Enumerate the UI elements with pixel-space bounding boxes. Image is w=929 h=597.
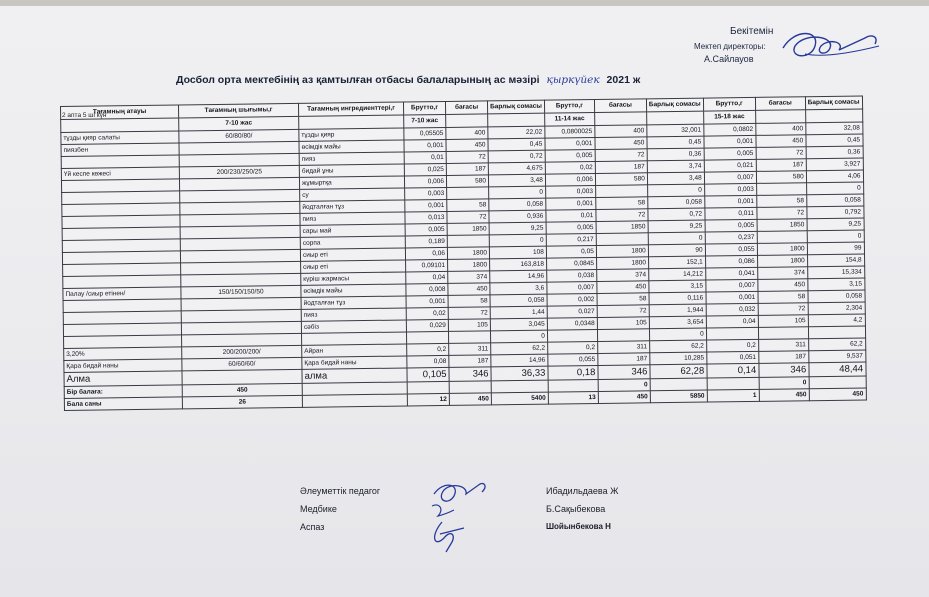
cell-gross-15-18: 0,055: [705, 243, 757, 256]
header-cell-gross-7-10: 7-10 жас: [404, 114, 446, 128]
cell-total-11-14: 62,2: [649, 340, 706, 353]
cell-price-15-18: 105: [758, 315, 808, 328]
cell-total-15-18: 0,058: [806, 194, 863, 207]
cell-ingredient: өсімдік майы: [301, 284, 406, 297]
cell-gross-11-14: 0,02: [545, 162, 595, 175]
cell-price-7-10: 450: [448, 283, 490, 296]
cell-price-11-14: 1800: [596, 245, 648, 258]
footer-role-3: Аспаз: [300, 522, 325, 532]
cell-gross-11-14: 0,003: [545, 185, 595, 198]
cell-total-15-18: 62,2: [808, 338, 865, 351]
cell-price-11-14: [596, 233, 648, 246]
cell-price-7-10: 450: [449, 393, 491, 406]
page-title: [176, 74, 640, 86]
header-cell-total-7-10: [488, 113, 545, 127]
cell-price-7-10: 58: [448, 295, 490, 308]
cell-gross-11-14: 0,002: [547, 293, 597, 306]
cell-gross-7-10: 0,09101: [406, 259, 448, 272]
cell-gross-7-10: 0,008: [406, 283, 448, 296]
cell-yield: 450: [182, 383, 302, 397]
cell-gross-11-14: [548, 379, 598, 392]
cell-total-7-10: 62,2: [491, 342, 548, 355]
cell-total-15-18: 0: [806, 182, 863, 195]
cell-price-11-14: 450: [597, 281, 649, 294]
cell-total-7-10: 3,48: [488, 174, 545, 187]
cell-total-11-14: 152,1: [648, 256, 705, 269]
cell-yield: 150/150/150/50: [181, 285, 301, 299]
cell-gross-7-10: [406, 331, 448, 344]
cell-total-11-14: 0: [648, 232, 705, 245]
cell-dish-name: Бір балаға:: [64, 385, 182, 399]
cell-gross-7-10: 0,003: [405, 187, 447, 200]
cell-ingredient: сиыр еті: [301, 260, 406, 273]
cell-price-7-10: 72: [446, 151, 488, 164]
cell-ingredient: пияз: [301, 308, 406, 321]
cell-dish-name: Бала саны: [64, 397, 182, 411]
cell-yield: 200/200/200/: [182, 345, 302, 359]
cell-price-15-18: 374: [757, 267, 807, 280]
header-cell-price-7-10: бағасы: [445, 101, 487, 115]
cell-gross-7-10: 0,05505: [404, 127, 446, 140]
cell-ingredient: күріш жармасы: [301, 272, 406, 285]
cell-price-7-10: 72: [447, 211, 489, 224]
cell-total-7-10: 0,45: [488, 138, 545, 151]
cell-gross-15-18: 0,032: [706, 303, 758, 316]
cell-price-11-14: 1850: [596, 221, 648, 234]
cell-total-11-14: 14,212: [649, 268, 706, 281]
cell-gross-11-14: 13: [548, 391, 598, 404]
cell-price-11-14: 72: [597, 305, 649, 318]
cell-gross-15-18: 0,0802: [703, 123, 755, 136]
cell-gross-7-10: [407, 381, 449, 394]
cell-dish-name: Палау /сиыр етінен/: [63, 287, 181, 301]
cell-price-7-10: 346: [449, 367, 491, 382]
cell-price-15-18: [758, 327, 808, 340]
cell-total-7-10: 36,33: [491, 366, 548, 381]
cell-price-15-18: [756, 183, 806, 196]
cell-dish-name: Қара бидай наны: [64, 359, 182, 373]
cell-price-15-18: 400: [755, 123, 805, 136]
cell-ingredient: йодталған тұз: [300, 200, 405, 213]
cell-gross-15-18: 0,086: [705, 255, 757, 268]
cell-total-11-14: 90: [648, 244, 705, 257]
cell-total-7-10: 0,936: [489, 210, 546, 223]
cell-total-7-10: 108: [489, 246, 546, 259]
footer-name-2: Б.Сақыбекова: [546, 504, 606, 514]
cell-total-15-18: 0,36: [806, 146, 863, 159]
staff-signatures: [420, 476, 500, 556]
cell-gross-11-14: 0,217: [546, 233, 596, 246]
cell-price-15-18: 1850: [757, 219, 807, 232]
cell-price-7-10: 311: [449, 343, 491, 356]
footer-name-3: Шойынбекова Н: [546, 522, 611, 531]
cell-ingredient: пияз: [299, 152, 404, 165]
cell-price-15-18: 450: [756, 135, 806, 148]
cell-gross-11-14: 0,01: [546, 209, 596, 222]
cell-price-11-14: 450: [595, 137, 647, 150]
cell-gross-11-14: 0,0800025: [545, 126, 595, 139]
cell-total-15-18: 154,8: [807, 254, 864, 267]
cell-gross-11-14: 0,0348: [547, 317, 597, 330]
cell-total-15-18: 0,45: [806, 134, 863, 147]
cell-ingredient: сары май: [300, 224, 405, 237]
cell-price-7-10: 187: [449, 355, 491, 368]
cell-price-15-18: 72: [756, 147, 806, 160]
cell-gross-15-18: [706, 327, 758, 340]
cell-gross-7-10: 0,025: [404, 163, 446, 176]
cell-gross-15-18: 0,005: [705, 219, 757, 232]
cell-price-7-10: 450: [446, 139, 488, 152]
cell-ingredient: бидай ұны: [299, 164, 404, 177]
cell-total-11-14: 32,001: [647, 124, 704, 137]
title-year: 2021 ж: [606, 74, 641, 86]
cell-price-7-10: 72: [448, 307, 490, 320]
cell-total-7-10: 0,72: [488, 150, 545, 163]
header-cell-total-7-10: Барлық сомасы: [487, 100, 544, 114]
cell-gross-7-10: 0,006: [404, 175, 446, 188]
cell-total-7-10: 163,818: [490, 258, 547, 271]
cell-total-11-14: 1,944: [649, 304, 706, 317]
cell-gross-11-14: [547, 329, 597, 342]
cell-total-15-18: 3,927: [806, 158, 863, 171]
cell-price-7-10: [449, 381, 491, 394]
cell-ingredient: сиыр еті: [300, 248, 405, 261]
cell-total-15-18: 3,15: [808, 278, 865, 291]
cell-gross-7-10: 12: [407, 393, 449, 406]
cell-ingredient: сорпа: [300, 236, 405, 249]
cell-dish-name: пиязбен: [61, 143, 179, 157]
cell-total-11-14: 0,45: [647, 136, 704, 149]
cell-total-7-10: 14,96: [491, 354, 548, 367]
cell-gross-15-18: 0,001: [704, 195, 756, 208]
cell-total-7-10: 14,96: [490, 270, 547, 283]
cell-ingredient: өсімдік майы: [299, 140, 404, 153]
cell-price-11-14: 580: [595, 173, 647, 186]
cell-gross-11-14: 0,2: [547, 341, 597, 354]
cell-gross-7-10: 0,189: [405, 235, 447, 248]
cell-dish-name: тұзды қияр салаты: [61, 131, 179, 145]
cell-price-11-14: 450: [598, 391, 650, 404]
cell-ingredient: су: [300, 188, 405, 201]
cell-price-7-10: 58: [447, 199, 489, 212]
header-cell-gross-15-18: 15-18 жас: [703, 110, 755, 124]
cell-gross-15-18: 0,003: [704, 183, 756, 196]
cell-gross-11-14: 0,038: [547, 269, 597, 282]
cell-gross-7-10: 0,04: [406, 271, 448, 284]
cell-ingredient: тұзды қияр: [299, 128, 404, 141]
approval-position: Мектеп директоры:: [694, 42, 766, 51]
cell-dish-name: 3,20%: [64, 347, 182, 361]
menu-table: [60, 95, 866, 410]
title-main: Досбол орта мектебінің аз қамтылған отбасы балаларының ас мәзірі: [176, 74, 540, 86]
cell-total-11-14: 0,72: [648, 208, 705, 221]
cell-price-15-18: 187: [758, 351, 808, 364]
cell-total-11-14: 0: [649, 328, 706, 341]
cell-price-15-18: 72: [758, 303, 808, 316]
cell-gross-7-10: 0,013: [405, 211, 447, 224]
cell-price-15-18: 72: [757, 207, 807, 220]
cell-price-7-10: 187: [446, 163, 488, 176]
header-cell-price-7-10: [446, 114, 488, 128]
cell-price-15-18: 58: [756, 195, 806, 208]
cell-total-11-14: [650, 378, 707, 391]
cell-total-15-18: 15,334: [807, 266, 864, 279]
header-cell-total-15-18: [805, 109, 862, 123]
cell-price-15-18: 58: [758, 291, 808, 304]
cell-gross-15-18: 1: [707, 389, 759, 402]
cell-gross-15-18: 0,237: [705, 231, 757, 244]
cell-total-15-18: 9,537: [808, 350, 865, 363]
cell-price-11-14: 1800: [596, 257, 648, 270]
cell-price-11-14: 374: [597, 269, 649, 282]
cell-total-15-18: 99: [807, 242, 864, 255]
cell-gross-7-10: 0,029: [406, 319, 448, 332]
cell-price-15-18: 450: [758, 279, 808, 292]
cell-total-7-10: 22,02: [488, 126, 545, 139]
cell-price-7-10: 1800: [447, 247, 489, 260]
cell-gross-15-18: 0,041: [705, 267, 757, 280]
cell-price-15-18: 0: [759, 377, 809, 390]
cell-gross-11-14: 0,18: [548, 365, 598, 380]
header-cell-gross-7-10: Брутто,г: [403, 101, 445, 115]
cell-price-7-10: 105: [448, 319, 490, 332]
cell-price-11-14: 346: [598, 365, 650, 380]
header-cell-gross-15-18: Брутто,г: [703, 97, 755, 111]
approval-heading: Бекітемін: [730, 26, 774, 37]
cell-total-11-14: 5850: [650, 390, 707, 403]
cell-gross-11-14: 0,001: [545, 138, 595, 151]
cell-total-7-10: 0: [489, 186, 546, 199]
cell-ingredient: жұмыртқа: [299, 176, 404, 189]
cell-total-15-18: 4,06: [806, 170, 863, 183]
footer-role-1: Әлеуметтік педагог: [300, 486, 381, 496]
cell-price-11-14: 187: [598, 353, 650, 366]
cell-ingredient: алма: [302, 368, 407, 383]
cell-price-15-18: [757, 231, 807, 244]
cell-total-11-14: 0,116: [649, 292, 706, 305]
cell-gross-11-14: 0,006: [545, 173, 595, 186]
cell-gross-15-18: 0,14: [707, 363, 759, 378]
cell-total-7-10: 9,25: [489, 222, 546, 235]
cell-total-7-10: 5400: [491, 392, 548, 405]
cell-ingredient: сәбіз: [301, 320, 406, 333]
cell-gross-15-18: 0,001: [704, 135, 756, 148]
cell-price-15-18: 311: [758, 339, 808, 352]
cell-yield: 200/230/250/25: [179, 165, 299, 179]
cell-price-15-18: 187: [756, 159, 806, 172]
cell-gross-15-18: 0,005: [704, 147, 756, 160]
cell-gross-11-14: 0,001: [546, 197, 596, 210]
cell-gross-15-18: 0,001: [706, 291, 758, 304]
cell-price-7-10: 1800: [448, 259, 490, 272]
cell-ingredient: йодталған тұз: [301, 296, 406, 309]
cell-gross-7-10: 0,001: [405, 199, 447, 212]
cell-price-15-18: 346: [759, 363, 809, 378]
cell-price-11-14: [597, 329, 649, 342]
cell-price-7-10: 1850: [447, 223, 489, 236]
header-cell-ingredient: Тағамның ингредиенттері,г: [298, 102, 403, 116]
footer-role-2: Медбике: [300, 504, 337, 514]
director-signature: [775, 18, 885, 78]
header-cell-dish-name: Тағамның атауы: [61, 105, 179, 120]
cell-total-11-14: 9,25: [648, 220, 705, 233]
cell-price-11-14: 58: [597, 293, 649, 306]
approval-name: А.Сайлауов: [704, 54, 754, 64]
header-cell-total-11-14: Барлық сомасы: [646, 98, 703, 112]
cell-total-15-18: 450: [809, 388, 866, 401]
cell-gross-7-10: 0,105: [407, 367, 449, 382]
header-cell-price-15-18: [755, 110, 805, 124]
cell-gross-15-18: 0,007: [704, 171, 756, 184]
cell-price-11-14: [595, 185, 647, 198]
cell-gross-7-10: 0,02: [406, 307, 448, 320]
cell-ingredient: Қара бидай наны: [302, 356, 407, 369]
cell-dish-name: Үй кеспе көжесі: [61, 167, 179, 181]
cell-gross-15-18: 0,007: [706, 279, 758, 292]
cell-gross-15-18: 0,021: [704, 159, 756, 172]
cell-total-7-10: 3,045: [490, 318, 547, 331]
cell-total-7-10: 1,44: [490, 306, 547, 319]
cell-total-7-10: 4,675: [488, 162, 545, 175]
cell-total-15-18: [808, 326, 865, 339]
cell-gross-15-18: 0,011: [705, 207, 757, 220]
cell-price-11-14: 72: [596, 209, 648, 222]
background-edge: [0, 0, 929, 6]
cell-gross-11-14: 0,007: [547, 281, 597, 294]
cell-gross-11-14: 0,005: [545, 150, 595, 163]
header-cell-price-11-14: бағасы: [594, 99, 646, 113]
title-month-handwritten: қыркүйек: [546, 74, 600, 86]
cell-gross-11-14: 0,0845: [546, 257, 596, 270]
cell-price-7-10: [447, 187, 489, 200]
cell-gross-15-18: [707, 377, 759, 390]
cell-gross-11-14: 0,027: [547, 305, 597, 318]
header-cell-price-11-14: [594, 112, 646, 126]
cell-total-7-10: 0: [489, 234, 546, 247]
header-cell-gross-11-14: 11-14 жас: [544, 113, 594, 127]
cell-price-11-14: 0: [598, 379, 650, 392]
cell-gross-7-10: 0,2: [407, 343, 449, 356]
cell-total-15-18: 0: [807, 230, 864, 243]
cell-yield: 26: [182, 395, 302, 409]
cell-total-15-18: 9,25: [807, 218, 864, 231]
cell-price-7-10: 374: [448, 271, 490, 284]
cell-price-15-18: 580: [756, 171, 806, 184]
cell-total-15-18: 0,058: [808, 290, 865, 303]
cell-gross-7-10: 0,06: [405, 247, 447, 260]
cell-gross-7-10: 0,001: [404, 139, 446, 152]
cell-total-11-14: 0: [647, 184, 704, 197]
cell-price-15-18: 1800: [757, 255, 807, 268]
cell-yield: 60/80/80/: [179, 129, 299, 143]
header-cell-total-15-18: Барлық сомасы: [805, 96, 862, 110]
cell-ingredient: [302, 394, 407, 407]
cell-price-11-14: 311: [597, 341, 649, 354]
cell-total-11-14: 10,285: [650, 352, 707, 365]
cell-price-15-18: 1800: [757, 243, 807, 256]
cell-gross-11-14: 0,055: [548, 353, 598, 366]
cell-total-7-10: 0,058: [489, 198, 546, 211]
header-cell-yield: Тағамның шығымы,г: [178, 103, 298, 118]
cell-gross-7-10: 0,001: [406, 295, 448, 308]
cell-gross-7-10: 0,005: [405, 223, 447, 236]
header-cell-total-11-14: [646, 111, 703, 125]
cell-total-7-10: 3,6: [490, 282, 547, 295]
cell-gross-7-10: 0,01: [404, 151, 446, 164]
cell-gross-11-14: 0,05: [546, 245, 596, 258]
cell-price-11-14: 72: [595, 149, 647, 162]
cell-total-11-14: 0,36: [647, 148, 704, 161]
cell-price-7-10: 400: [446, 127, 488, 140]
cell-ingredient: пияз: [300, 212, 405, 225]
cell-total-11-14: 3,74: [647, 160, 704, 173]
cell-price-15-18: 450: [759, 389, 809, 402]
cell-total-11-14: 62,28: [650, 364, 707, 379]
cell-total-11-14: 3,654: [649, 316, 706, 329]
cell-price-11-14: 187: [595, 161, 647, 174]
cell-price-11-14: 105: [597, 317, 649, 330]
cell-total-15-18: 4,2: [808, 314, 865, 327]
footer-name-1: Ибадильдаева Ж: [546, 486, 619, 496]
header-cell-yield: 7-10 жас: [179, 116, 299, 131]
header-cell-price-15-18: бағасы: [755, 97, 805, 111]
cell-total-15-18: 2,304: [808, 302, 865, 315]
cell-total-15-18: 48,44: [809, 362, 866, 377]
cell-gross-7-10: 0,08: [407, 355, 449, 368]
cell-total-15-18: 0,792: [807, 206, 864, 219]
cell-gross-15-18: 0,051: [706, 351, 758, 364]
cell-ingredient: Айран: [302, 344, 407, 357]
cell-price-7-10: 580: [446, 175, 488, 188]
cell-total-11-14: 3,15: [649, 280, 706, 293]
cell-yield: 60/60/60/: [182, 357, 302, 371]
cell-price-7-10: [448, 331, 490, 344]
cell-price-11-14: 400: [595, 125, 647, 138]
cell-total-7-10: [491, 380, 548, 393]
cell-total-15-18: [809, 376, 866, 389]
cell-total-15-18: 32,08: [805, 122, 862, 135]
cell-gross-15-18: 0,2: [706, 339, 758, 352]
cell-total-7-10: 0,058: [490, 294, 547, 307]
cell-gross-15-18: 0,04: [706, 315, 758, 328]
header-cell-gross-11-14: Брутто,г: [544, 100, 594, 114]
cell-gross-11-14: 0,005: [546, 221, 596, 234]
cell-price-7-10: [447, 235, 489, 248]
week-day-note: 2 апта 5 ші күн: [62, 112, 107, 119]
cell-dish-name: Алма: [64, 371, 182, 387]
cell-total-7-10: 0: [490, 330, 547, 343]
cell-price-11-14: 58: [596, 197, 648, 210]
cell-total-11-14: 3,48: [647, 172, 704, 185]
cell-total-11-14: 0,058: [648, 196, 705, 209]
